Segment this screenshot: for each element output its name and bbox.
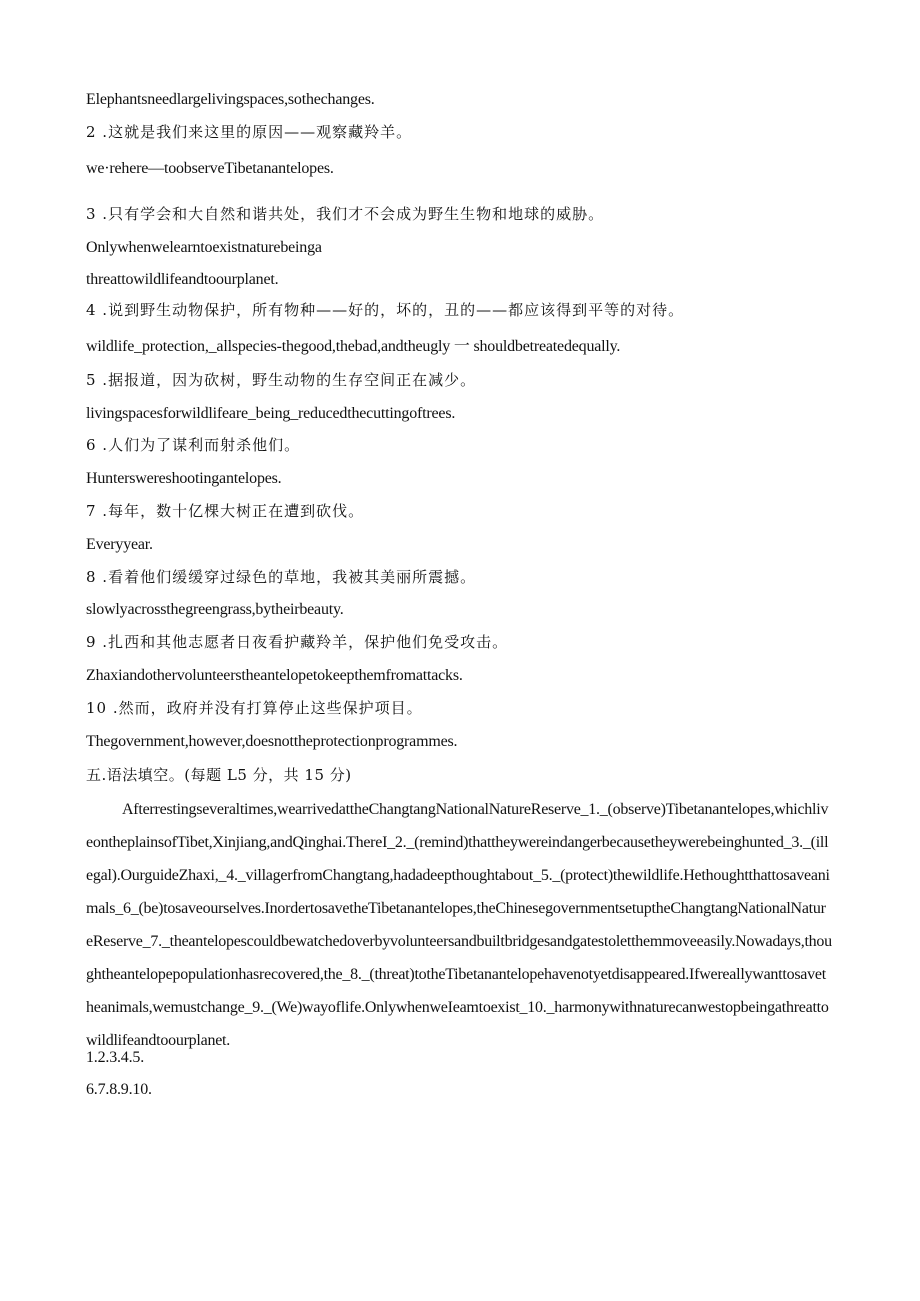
- answer-line: Zhaxiandothervolunteerstheantelopetokeepthemfromattacks.: [86, 667, 463, 684]
- answer-line: we·rehere—toobserveTibetanantelopes.: [86, 160, 334, 177]
- answer-line: Elephantsneedlargelivingspaces,sothechanges.: [86, 91, 375, 108]
- answer-line: Thegovernment,however,doesnottheprotectionprogrammes.: [86, 733, 458, 750]
- question-line: 8 .看着他们缓缓穿过绿色的草地，我被其美丽所震撼。: [86, 568, 477, 586]
- answer-row-1: 1.2.3.4.5.: [86, 1049, 145, 1066]
- question-line: 3 .只有学会和大自然和谐共处，我们才不会成为野生生物和地球的威胁。: [86, 205, 605, 223]
- answer-line: Onlywhenwelearntoexistnaturebeinga: [86, 239, 322, 256]
- answer-line: Everyyear.: [86, 536, 153, 553]
- question-line: 2 .这就是我们来这里的原因——观察藏羚羊。: [86, 123, 413, 141]
- answer-line: slowlyacrossthegreengrass,bytheirbeauty.: [86, 601, 344, 618]
- question-line: 5 .据报道，因为砍树，野生动物的生存空间正在减少。: [86, 371, 477, 389]
- question-line: 9 .扎西和其他志愿者日夜看护藏羚羊，保护他们免受攻击。: [86, 633, 509, 651]
- answer-line: livingspacesforwildlifeare_being_reducedthecuttingoftrees.: [86, 405, 456, 422]
- cloze-passage: Afterrestingseveraltimes,wearrivedattheChangtangNationalNatureReserve_1._(observe)Tibetanantelopes,whichliveontheplainsofTibet,Xinjiang,andQinghai.ThereI_2._(remind)thattheywereindangerbecausetheywerebeinghunted_3._(illegal).OurguideZhaxi,_4._villagerfromChangtang,hadadeepthoughtabout_5._(protect)thewildlife.Hethoughtthattosaveanimals_6_(be)tosaveourselves.InordertosavetheTibetanantelopes,theChinesegovernmentsetuptheChangtangNationalNatureReserve_7._theantelopescouldbewatchedoverbyvolunteersandbuiltbridgesandgatestoletthemmoveeasily.Nowadays,thoughtheantelopepopulationhasrecovered,the_8._(threat)totheTibetanantelopehavenotyetdisappeared.Ifwereallywanttosavetheanimals,wemustchange_9._(We)wayoflife.OnlywhenweIeamtoexist_10._harmonywithnaturecanwestopbeingathreattowildlifeandtoourplanet.: [86, 801, 832, 1049]
- answer-line: wildlife_protection,_allspecies-thegood,thebad,andtheugly 一 shouldbetreatedequally.: [86, 338, 621, 355]
- answer-row-2: 6.7.8.9.10.: [86, 1081, 152, 1098]
- question-line: 4 .说到野生动物保护，所有物种——好的，坏的，丑的——都应该得到平等的对待。: [86, 301, 685, 319]
- passage-block: [86, 793, 832, 1057]
- question-line: 10 .然而，政府并没有打算停止这些保护项目。: [86, 699, 423, 717]
- answer-line: Hunterswereshootingantelopes.: [86, 470, 282, 487]
- question-line: 7 .每年，数十亿棵大树正在遭到砍伐。: [86, 502, 365, 520]
- answer-line: threattowildlifeandtoourplanet.: [86, 271, 279, 288]
- question-line: 6 .人们为了谋利而射杀他们。: [86, 436, 301, 454]
- section-title: 五.语法填空。(每题 L5 分，共 15 分): [86, 766, 352, 784]
